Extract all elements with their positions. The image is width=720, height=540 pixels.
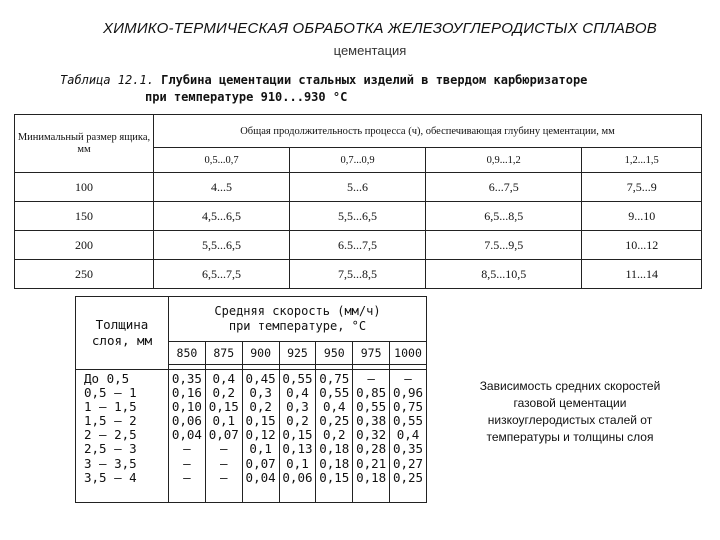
table2-value: До 0,5: [84, 371, 130, 386]
table2-value: 0,4: [286, 385, 309, 401]
table2-value: 0,1: [249, 441, 272, 457]
side-note-line: температуры и толщины слоя: [486, 430, 654, 444]
table2-value: 0,25: [319, 413, 350, 429]
table2-temp-col: 1000: [390, 342, 427, 365]
table2-value: 0,07: [208, 427, 239, 443]
table2-value-column: [242, 370, 279, 503]
table2-value: 0,55: [319, 385, 350, 401]
table2-value: 0,75: [392, 399, 424, 415]
table2-value: 0,2: [286, 413, 309, 429]
table2-value: 0,21: [356, 455, 387, 471]
table-row: [15, 173, 702, 202]
table2-value: 3,5 – 4: [84, 469, 137, 485]
table2-temp-col: 850: [169, 342, 206, 365]
table1-cell: 10...12: [582, 231, 702, 260]
table1-caption-label: Таблица 12.1.: [60, 73, 154, 87]
table2-value: 0,2: [212, 385, 236, 401]
table2-value: 0,04: [171, 427, 202, 443]
table2-value: 0,10: [171, 399, 202, 415]
table2-value: 3 – 3,5: [84, 455, 137, 471]
table2-value: 0,4: [396, 427, 420, 443]
table2-thickness-column: [76, 370, 169, 503]
table2-value: 0,96: [392, 385, 424, 401]
table2-value: 0,32: [356, 427, 387, 443]
table2-value-column: [279, 370, 316, 503]
table1-cell: 5,5...6,5: [154, 231, 290, 260]
side-note-line: Зависимость средних скоростей: [479, 379, 661, 393]
table1-depth-col: 0,5...0,7: [154, 148, 290, 173]
table2-value: —: [404, 371, 412, 386]
table1-cell: 6...7,5: [426, 173, 582, 202]
table2-value: —: [183, 441, 191, 457]
side-note-line: низкоуглеродистых сталей от: [487, 413, 653, 427]
table1-cell: 9...10: [582, 202, 702, 231]
table2-value: 0,07: [245, 455, 276, 471]
table2-value: 0,27: [392, 455, 424, 471]
table1-cell: 6,5...7,5: [154, 260, 290, 289]
table2-value-column: [316, 370, 353, 503]
table1-cell: 6,5...8,5: [426, 202, 582, 231]
table2-value: 0,45: [245, 371, 276, 386]
table2-value: —: [220, 441, 228, 457]
table2: [75, 296, 427, 503]
table2-value-column: [169, 370, 206, 503]
table-row: [15, 231, 702, 260]
table2-corner-header: Толщина слоя, мм: [76, 297, 169, 370]
table2-temp-col: 900: [242, 342, 279, 365]
table1-size-cell: 150: [15, 202, 154, 231]
table2-temp-col: 975: [353, 342, 390, 365]
table1-size-cell: 200: [15, 231, 154, 260]
table2-value: 0,25: [392, 469, 424, 485]
page-title: ХИМИКО-ТЕРМИЧЕСКАЯ ОБРАБОТКА ЖЕЛЕЗОУГЛЕРОДИСТЫХ СПЛАВОВ: [103, 20, 657, 37]
table2-value: 0,28: [356, 441, 387, 457]
table2-value: 0,55: [356, 399, 387, 415]
table2-value: 1,5 – 2: [84, 413, 137, 429]
table2-value: 0,75: [319, 371, 350, 386]
table-row: [15, 202, 702, 231]
table1-size-cell: 100: [15, 173, 154, 202]
table1-cell: 7.5...9,5: [426, 231, 582, 260]
table2-value: 0,55: [392, 413, 424, 429]
table1-caption-line1: Глубина цементации стальных изделий в твердом карбюризаторе: [161, 73, 588, 87]
table1-depth-col: 0,7...0,9: [290, 148, 426, 173]
table2-value: 0,06: [282, 469, 313, 485]
table2-body-row: [76, 370, 427, 503]
table2-value: —: [220, 455, 228, 471]
table2-value: 0,1: [212, 413, 236, 429]
table1-header-row: [15, 115, 702, 148]
table2-value: 2 – 2,5: [84, 427, 137, 443]
table2-value: 0,35: [171, 371, 202, 386]
table-row: [15, 260, 702, 289]
table1-cell: 6.5...7,5: [290, 231, 426, 260]
table2-value: 0,38: [356, 413, 387, 429]
table1-cell: 4...5: [154, 173, 290, 202]
table2-value: 0,5 – 1: [84, 385, 137, 401]
table2-temp-col: 925: [279, 342, 316, 365]
table1-cell: 7,5...8,5: [290, 260, 426, 289]
table2-group-header-line1: Средняя скорость (мм/ч): [214, 304, 381, 318]
table2-value: 2,5 – 3: [84, 441, 137, 457]
table2-value: 0,1: [286, 455, 309, 471]
table1-group-header: Общая продолжительность процесса (ч), обеспечивающая глубину цементации, мм: [154, 115, 702, 148]
table2-value: 0,4: [323, 399, 346, 415]
table2-value: 0,55: [282, 371, 313, 386]
table2-value: —: [220, 469, 228, 485]
table1-cell: 4,5...6,5: [154, 202, 290, 231]
table1-depth-col: 0,9...1,2: [426, 148, 582, 173]
table1-corner-header: Минимальный размер ящика, мм: [15, 115, 154, 173]
table2-value: 0,15: [319, 469, 350, 485]
table2-value: 0,06: [171, 413, 202, 429]
table1-cell: 7,5...9: [582, 173, 702, 202]
table2-value: —: [183, 469, 191, 485]
table1-caption-line2: при температуре 910...930 °С: [145, 90, 348, 104]
table2-value: 0,2: [249, 399, 272, 415]
table2-value: 0,18: [319, 455, 350, 471]
table2-value: —: [367, 371, 375, 386]
table2-value-column: [390, 370, 427, 503]
table2-temp-col: 950: [316, 342, 353, 365]
table1-cell: 5...6: [290, 173, 426, 202]
page-subtitle: цементация: [333, 43, 407, 58]
table2-value: 1 – 1,5: [84, 399, 137, 415]
table2-value: 0,2: [323, 427, 346, 443]
table2-value: —: [183, 455, 191, 471]
table1: [14, 114, 702, 289]
table2-value: 0,15: [282, 427, 313, 443]
table1-cell: 8,5...10,5: [426, 260, 582, 289]
side-note: [446, 378, 694, 446]
table2-value-column: [353, 370, 390, 503]
table2-value: 0,18: [319, 441, 350, 457]
table1-caption: [60, 72, 660, 106]
side-note-line: газовой цементации: [513, 396, 627, 410]
table2-value: 0,16: [171, 385, 202, 401]
table2-group-header-line2: при температуре, °С: [228, 319, 367, 333]
table2-value: 0,3: [286, 399, 309, 415]
table2-group-header: [169, 297, 427, 342]
table2-temp-col: 875: [205, 342, 242, 365]
table2-value: 0,15: [208, 399, 239, 415]
table2-value: 0,85: [356, 385, 387, 401]
table2-value: 0,18: [356, 469, 387, 485]
table2-value: 0,13: [282, 441, 313, 457]
table2-value: 0,3: [249, 385, 272, 401]
table1-size-cell: 250: [15, 260, 154, 289]
table2-value: 0,15: [245, 413, 276, 429]
table2-header-row: [76, 297, 427, 342]
table2-value: 0,35: [392, 441, 424, 457]
table1-cell: 5,5...6,5: [290, 202, 426, 231]
table2-value: 0,12: [245, 427, 276, 443]
table2-value: 0,4: [212, 371, 236, 386]
table1-depth-col: 1,2...1,5: [582, 148, 702, 173]
table2-value-column: [205, 370, 242, 503]
table1-cell: 11...14: [582, 260, 702, 289]
table2-value: 0,04: [245, 469, 276, 485]
